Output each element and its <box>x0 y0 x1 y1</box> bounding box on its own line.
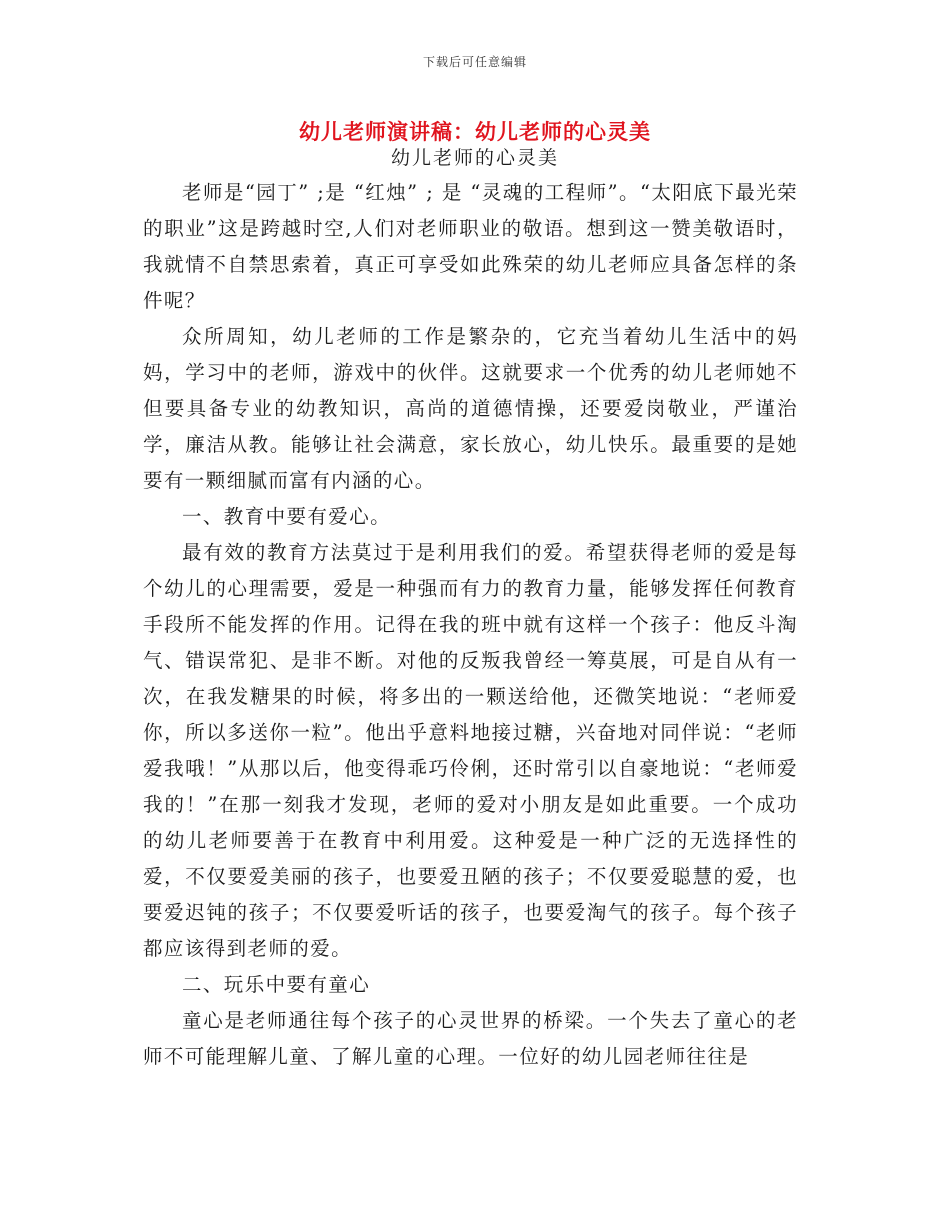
page-header-note: 下载后可任意编辑 <box>422 55 527 69</box>
document-subtitle: 幼儿老师的心灵美 <box>390 147 559 169</box>
document-body <box>143 175 798 1075</box>
paragraph-childlike-heart: 童心是老师通往每个孩子的心灵世界的桥梁。一个失去了童心的老师不可能理解儿童、了解儿童的心理。一位好的幼儿园老师往往是 <box>143 1009 798 1068</box>
section-heading-childlike-heart: 二、玩乐中要有童心 <box>182 973 371 996</box>
paragraph-love: 最有效的教育方法莫过于是利用我们的爱。希望获得老师的爱是每个幼儿的心理需要，爱是一种强而有力的教育力量，能够发挥任何教育手段所不能发挥的作用。记得在我的班中就有这样一个孩子：他反斗淘气、错误常犯、是非不断。对他的反叛我曾经一筹莫展，可是自从有一次，在我发糖果的时候，将多出的一颗送给他，还微笑地说：“老师爱你，所以多送你一粒”。他出乎意料地接过糖，兴奋地对同伴说：“老师爱我哦！”从那以后，他变得乖巧伶俐，还时常引以自豪地说：“老师爱我的！”在那一刻我才发现，老师的爱对小朋友是如此重要。一个成功的幼儿老师要善于在教育中利用爱。这种爱是一种广泛的无选择性的爱，不仅要爱美丽的孩子，也要爱丑陋的孩子；不仅要爱聪慧的爱，也要爱迟钝的孩子；不仅要爱听话的孩子，也要爱淘气的孩子。每个孩子都应该得到老师的爱。 <box>143 541 798 960</box>
paragraph-intro: 老师是“园丁” ;是 “红烛” ; 是 “灵魂的工程师”。“太阳底下最光荣的职业”这是跨越时空,人们对老师职业的敬语。想到这一赞美敬语时，我就情不自禁思索着，真正可享受如此殊荣的幼儿老师应具备怎样的条件呢？ <box>143 181 798 312</box>
document-title: 幼儿老师演讲稿：幼儿老师的心灵美 <box>299 120 651 144</box>
section-heading-love: 一、教育中要有爱心。 <box>182 505 392 528</box>
paragraph-duties: 众所周知，幼儿老师的工作是繁杂的，它充当着幼儿生活中的妈妈，学习中的老师，游戏中的伙伴。这就要求一个优秀的幼儿老师她不但要具备专业的幼教知识，高尚的道德情操，还要爱岗敬业，严谨治学，廉洁从教。能够让社会满意，家长放心，幼儿快乐。最重要的是她要有一颗细腻而富有内涵的心。 <box>143 325 798 492</box>
